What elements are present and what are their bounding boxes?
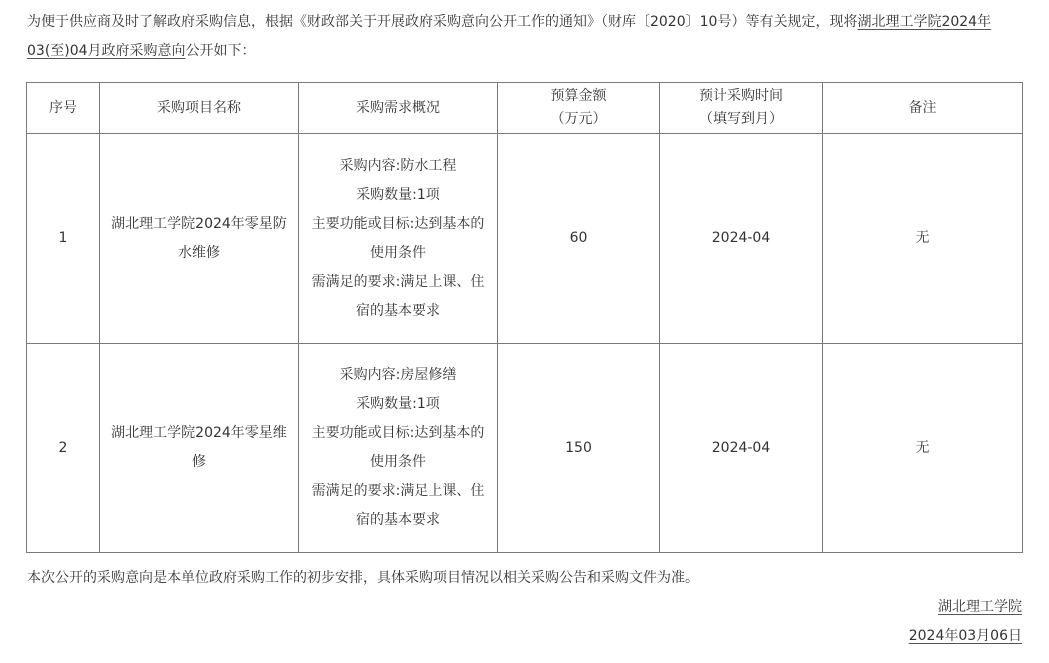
needs-quantity: 采购数量:1项	[356, 396, 440, 412]
cell-time: 2024-04	[660, 344, 823, 553]
procurement-table	[26, 82, 1023, 553]
header-budget-line2: （万元）	[550, 111, 607, 127]
footnote: 本次公开的采购意向是本单位政府采购工作的初步安排，具体采购项目情况以相关采购公告和采购文件为准。	[27, 570, 699, 586]
table-row	[27, 344, 1023, 553]
needs-requirement: 需满足的要求:满足上课、住宿的基本要求	[311, 273, 485, 319]
cell-project-name: 湖北理工学院2024年零星防水维修	[100, 134, 299, 344]
needs-content: 采购内容:房屋修缮	[339, 367, 457, 383]
table-row	[27, 134, 1023, 344]
signature-date: 2024年03月06日	[908, 628, 1022, 644]
needs-goal: 主要功能或目标:达到基本的使用条件	[311, 215, 485, 261]
header-time-line2: （填写到月）	[699, 111, 783, 127]
intro-text-end: 公开如下：	[185, 43, 256, 59]
header-budget-line1: 预算金额	[550, 88, 607, 104]
needs-requirement: 需满足的要求:满足上课、住宿的基本要求	[311, 483, 485, 528]
signature-org: 湖北理工学院	[938, 599, 1022, 615]
cell-budget: 60	[498, 134, 660, 344]
header-time	[660, 83, 823, 134]
intro-text-start: 为便于供应商及时了解政府采购信息，根据《财政部关于开展政府采购意向公开工作的通知》（财库〔2020〕10号）等有关规定，现将	[27, 14, 858, 30]
cell-time: 2024-04	[660, 134, 823, 344]
intro-paragraph	[27, 8, 1023, 66]
cell-needs	[299, 134, 498, 344]
header-no: 序号	[27, 83, 100, 134]
needs-quantity: 采购数量:1项	[356, 186, 440, 203]
cell-project-name: 湖北理工学院2024年零星维修	[100, 344, 299, 553]
needs-goal: 主要功能或目标:达到基本的使用条件	[311, 425, 485, 470]
cell-remark: 无	[823, 134, 1023, 344]
cell-remark: 无	[823, 344, 1023, 553]
header-time-line1: 预计采购时间	[699, 88, 783, 104]
cell-no: 2	[27, 344, 100, 553]
cell-needs	[299, 344, 498, 553]
intro-underlined-title: 湖北理工学院2024年03(至)04月政府采购意向	[27, 14, 992, 59]
header-remark: 备注	[823, 83, 1023, 134]
needs-content: 采购内容:防水工程	[339, 157, 457, 174]
header-project-name: 采购项目名称	[100, 83, 299, 134]
header-needs: 采购需求概况	[299, 83, 498, 134]
cell-budget: 150	[498, 344, 660, 553]
table-header-row	[27, 83, 1023, 134]
cell-no: 1	[27, 134, 100, 344]
header-budget	[498, 83, 660, 134]
